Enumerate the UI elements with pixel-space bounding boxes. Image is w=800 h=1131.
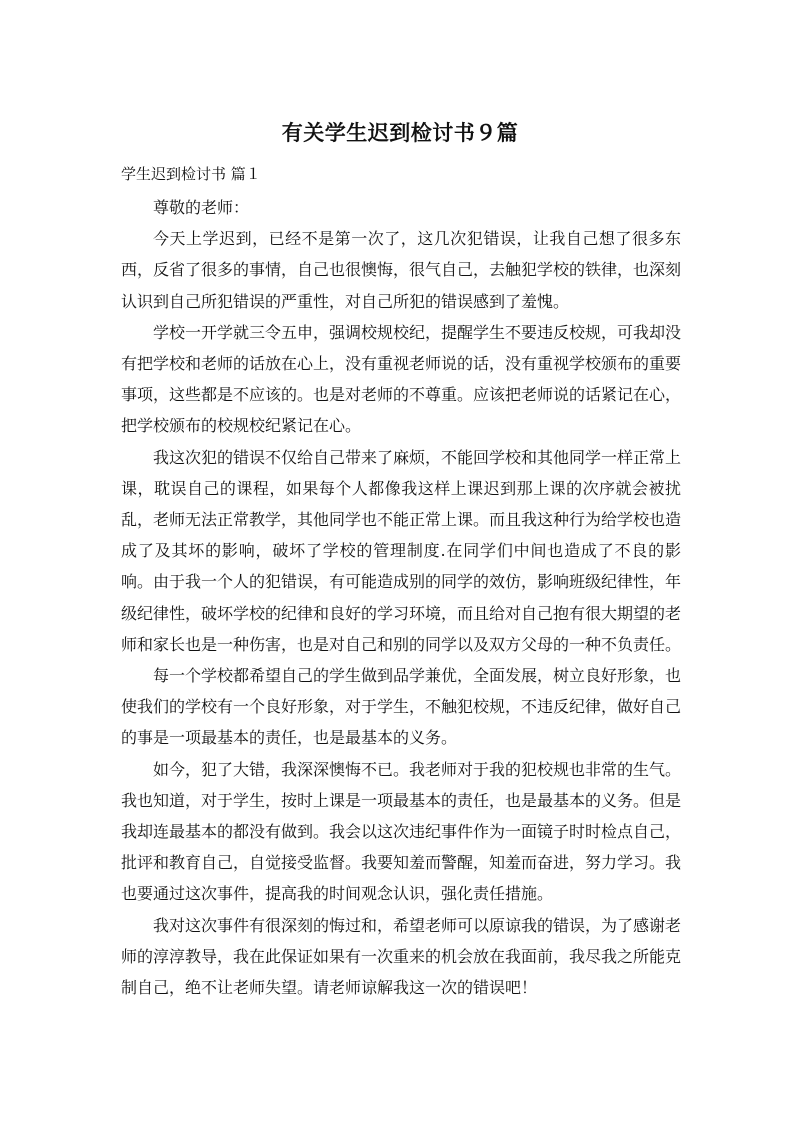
document-body [121,192,681,1003]
closing-paragraph: 我对这次事件有很深刻的悔过和，希望老师可以原谅我的错误，为了感谢老师的淳淳教导，我在此保证如果有一次重来的机会放在我面前，我尽我之所能克制自己，绝不让老师失望。请老师谅解我这一次的错误吧！ [121,915,682,998]
document-title: 有关学生迟到检讨书９篇 [281,121,519,145]
body-paragraph: 学校一开学就三令五申，强调校规校纪，提醒学生不要违反校规，可我却没有把学校和老师的话放在心上，没有重视老师说的话，没有重视学校颁布的重要事项，这些都是不应该的。也是对老师的不尊重。应该把老师说的话紧记在心，把学校颁布的校规校纪紧记在心。 [121,322,682,436]
salutation-paragraph: 尊敬的老师： [153,198,250,217]
body-paragraph: 今天上学迟到，已经不是第一次了，这几次犯错误，让我自己想了很多东西，反省了很多的事情，自己也很懊悔，很气自己，去触犯学校的铁律，也深刻认识到自己所犯错误的严重性，对自己所犯的错误感到了羞愧。 [121,229,682,311]
section-heading: 学生迟到检讨书 篇１ [121,165,261,183]
body-paragraph: 我这次犯的错误不仅给自己带来了麻烦，不能回学校和其他同学一样正常上课，耽误自己的课程，如果每个人都像我这样上课迟到那上课的次序就会被扰乱，老师无法正常教学，其他同学也不能正常上课。而且我这种行为给学校也造成了及其坏的影响，破坏了学校的管理制度.在同学们中间也造成了不良的影响。由于我一个人的犯错误，有可能造成别的同学的效仿，影响班级纪律性，年级纪律性，破坏学校的纪律和良好的学习环境，而且给对自己抱有很大期望的老师和家长也是一种伤害，也是对自己和别的同学以及双方父母的一种不负责任。 [121,447,682,654]
body-paragraph: 每一个学校都希望自己的学生做到品学兼优，全面发展，树立良好形象，也使我们的学校有一个良好形象，对于学生，不触犯校规，不违反纪律，做好自己的事是一项最基本的责任，也是最基本的义务。 [121,666,682,748]
body-paragraph: 如今，犯了大错，我深深懊悔不已。我老师对于我的犯校规也非常的生气。我也知道，对于学生，按时上课是一项最基本的责任，也是最基本的义务。但是我却连最基本的都没有做到。我会以这次违纪事件作为一面镜子时时检点自己，批评和教育自己，自觉接受监督。我要知羞而警醒，知羞而奋进，努力学习。我也要通过这次事件，提高我的时间观念认识，强化责任措施。 [121,759,682,904]
